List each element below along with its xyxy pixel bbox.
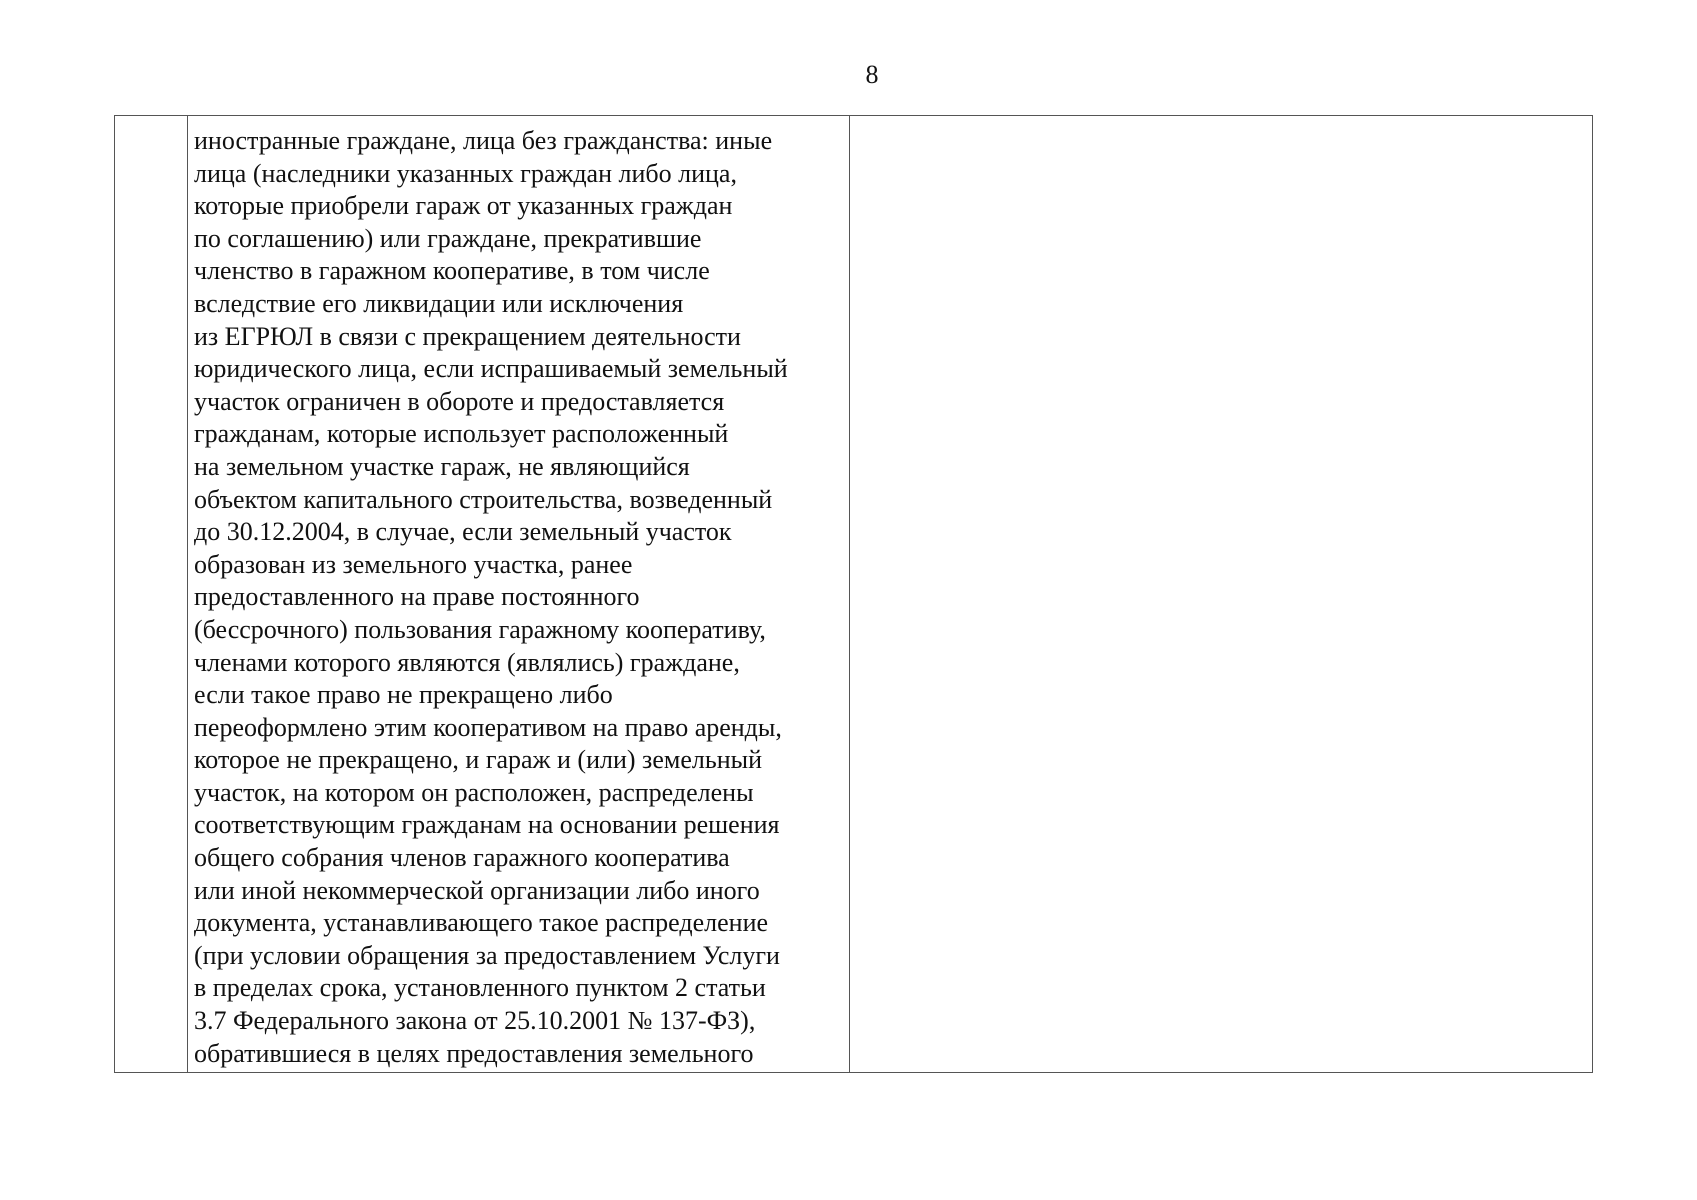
text-line: участок ограничен в обороте и предоставляется bbox=[194, 386, 725, 416]
applicant-description bbox=[188, 116, 849, 1070]
text-line: вследствие его ликвидации или исключения bbox=[194, 288, 684, 318]
text-line: документа, устанавливающего такое распределение bbox=[194, 908, 769, 938]
text-line: которое не прекращено, и гараж и (или) земельный bbox=[194, 745, 762, 775]
text-line: членами которого являются (являлись) граждане, bbox=[194, 647, 740, 677]
text-line: участок, на котором он расположен, распределены bbox=[194, 777, 754, 807]
empty-cell bbox=[850, 116, 1593, 1073]
text-line: общего собрания членов гаражного кооператива bbox=[194, 843, 730, 873]
table-row bbox=[115, 116, 1593, 1073]
text-line: которые приобрели гараж от указанных граждан bbox=[194, 191, 733, 221]
empty-cell-content bbox=[850, 116, 1592, 125]
text-line: лица (наследники указанных граждан либо лица, bbox=[194, 158, 737, 188]
text-line: юридического лица, если испрашиваемый земельный bbox=[194, 354, 788, 384]
row-number-cell bbox=[115, 116, 188, 1073]
text-line: по соглашению) или граждане, прекратившие bbox=[194, 223, 702, 253]
text-line: образован из земельного участка, ранее bbox=[194, 549, 633, 579]
text-line: соответствующим гражданам на основании решения bbox=[194, 810, 780, 840]
row-number bbox=[115, 116, 187, 125]
text-line: в пределах срока, установленного пунктом 2 статьи bbox=[194, 973, 766, 1003]
document-table bbox=[114, 115, 1593, 1073]
text-line: (бессрочного) пользования гаражному кооперативу, bbox=[194, 614, 766, 644]
text-line: если такое право не прекращено либо bbox=[194, 680, 613, 710]
text-line: или иной некоммерческой организации либо иного bbox=[194, 875, 760, 905]
text-line: из ЕГРЮЛ в связи с прекращением деятельности bbox=[194, 321, 741, 351]
text-line: обратившиеся в целях предоставления земельного bbox=[194, 1038, 754, 1068]
text-line: переоформлено этим кооперативом на право аренды, bbox=[194, 712, 782, 742]
page-number: 8 bbox=[865, 60, 879, 89]
text-line: членство в гаражном кооперативе, в том числе bbox=[194, 256, 710, 286]
text-line: иностранные граждане, лица без гражданства: иные bbox=[194, 126, 773, 155]
text-line: (при условии обращения за предоставлением Услуги bbox=[194, 940, 780, 970]
applicant-description-cell bbox=[188, 116, 850, 1073]
text-line: гражданам, которые использует расположенный bbox=[194, 419, 729, 449]
text-line: на земельном участке гараж, не являющийся bbox=[194, 451, 690, 481]
text-line: до 30.12.2004, в случае, если земельный участок bbox=[194, 517, 732, 547]
text-line: 3.7 Федерального закона от 25.10.2001 № 137-ФЗ), bbox=[194, 1006, 756, 1036]
text-line: объектом капитального строительства, возведенный bbox=[194, 484, 773, 514]
text-line: предоставленного на праве постоянного bbox=[194, 582, 640, 612]
